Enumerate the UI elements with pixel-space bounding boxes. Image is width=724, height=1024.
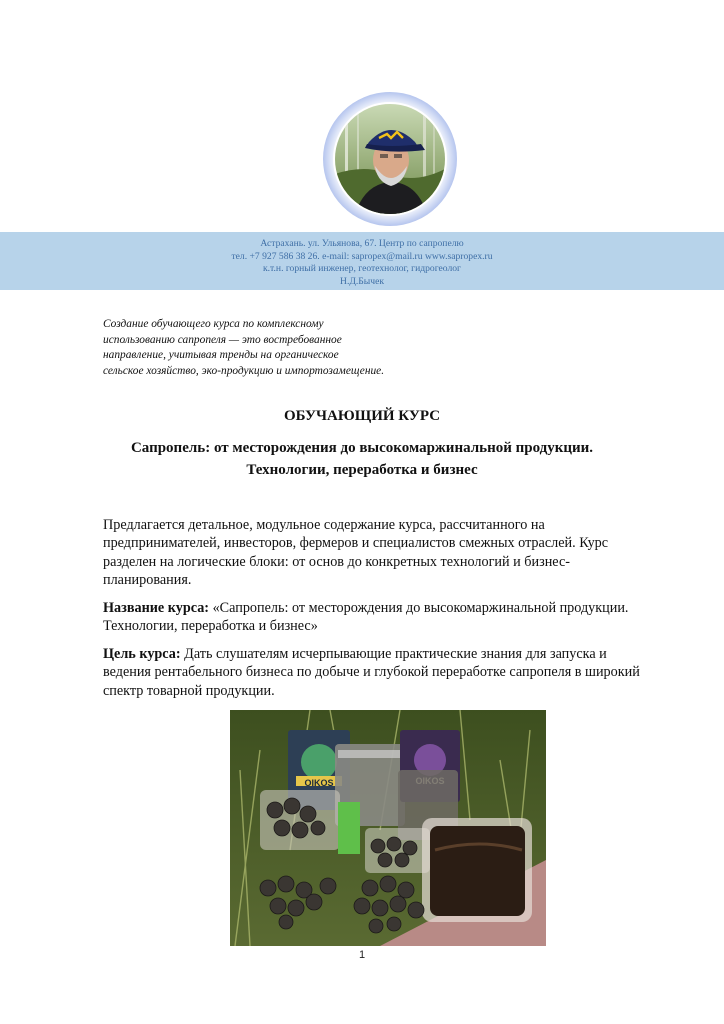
paragraph-line: разделен на логические блоки: от основ до конкретных технологий и бизнес- (103, 553, 570, 570)
description-paragraph (103, 516, 663, 590)
package-brand-label-left: OIKOS (304, 778, 334, 788)
page-number: 1 (358, 949, 366, 961)
paragraph-line: Предлагается детальное, модульное содержание курса, рассчитанного на (103, 517, 545, 533)
course-title (0, 437, 724, 481)
paragraph-line: Технологии, переработка и бизнес» (103, 618, 318, 635)
contact-band (0, 232, 724, 290)
contact-address: Астрахань. ул. Ульянова, 67. Центр по сапропелю (260, 238, 464, 249)
course-goal-value: Дать слушателям исчерпывающие практические знания для запуска и (180, 646, 607, 662)
paragraph-line (103, 599, 663, 617)
course-name-paragraph (103, 599, 663, 636)
contact-phone-email: тел. +7 927 586 38 26. e-mail: sapropex@mail.ru www.sapropex.ru (231, 250, 493, 262)
author-avatar-frame (323, 92, 457, 226)
course-goal-paragraph (103, 645, 663, 700)
intro-text (103, 317, 463, 379)
contact-author-name: Н.Д.Бычек (340, 275, 384, 287)
paragraph-line: спектр товарной продукции. (103, 682, 275, 699)
course-title-line: Технологии, переработка и бизнес (246, 462, 478, 478)
paragraph-line: ведения рентабельного бизнеса по добыче и глубокой переработке сапропеля в широкий (103, 664, 640, 681)
paragraph-line: предпринимателей, инвесторов, фермеров и специалистов смежных отраслей. Курс (103, 535, 609, 552)
course-goal-label: Цель курса: (103, 646, 181, 662)
author-avatar (333, 102, 447, 216)
product-photo (230, 710, 546, 946)
intro-line: использованию сапропеля — это востребованное (103, 333, 342, 346)
course-name-value: «Сапропель: от месторождения до высокомаржинальной продукции. (209, 600, 629, 616)
paragraph-line: планирования. (103, 572, 192, 589)
intro-line: сельское хозяйство, эко-продукцию и импортозамещение. (103, 364, 385, 377)
intro-line: направление, учитывая тренды на органическое (103, 349, 339, 362)
contact-credentials: к.т.н. горный инженер, геотехнолог, гидрогеолог (263, 263, 461, 274)
intro-line: Создание обучающего курса по комплексному (103, 318, 324, 330)
course-title-line: Сапропель: от месторождения до высокомаржинальной продукции. (130, 440, 594, 456)
course-label-heading: ОБУЧАЮЩИЙ КУРС (283, 408, 441, 424)
paragraph-line (103, 645, 663, 663)
course-name-label: Название курса: (103, 600, 210, 616)
